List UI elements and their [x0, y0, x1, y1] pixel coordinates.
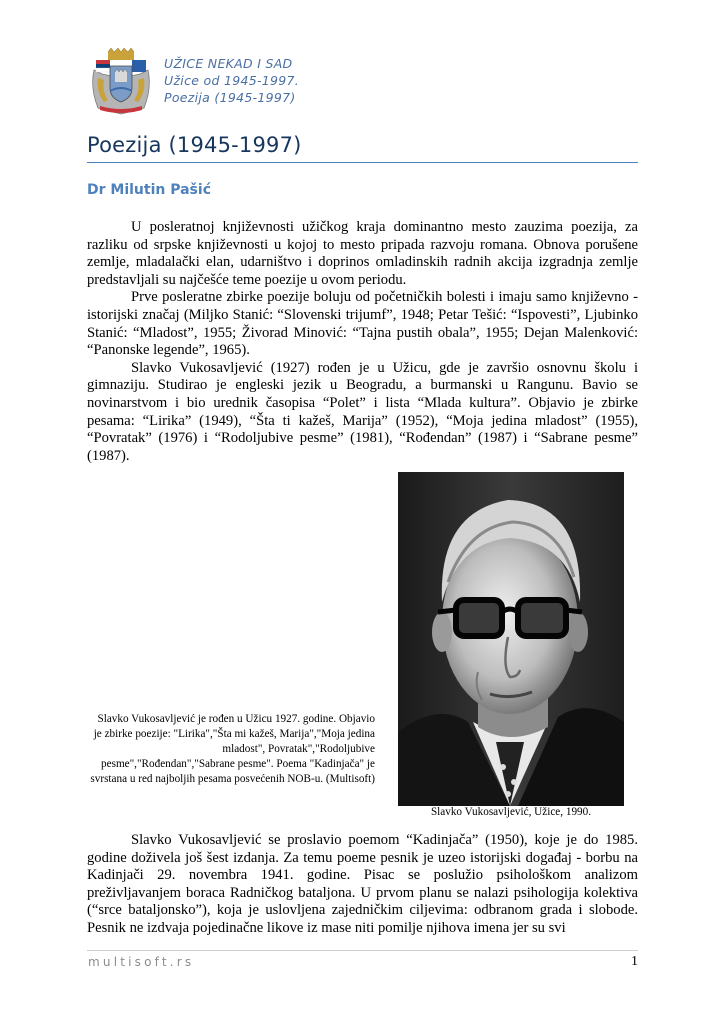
coat-of-arms-icon: [88, 48, 154, 116]
header-line-1: UŽICE NEKAD I SAD: [164, 56, 293, 71]
paragraph: Prve posleratne zbirke poezije boluju od početničkih bolesti i imaju samo književno - istorijski značaj (Miljko Stanić: “Slovenski trijumf”, 1948; Petar Tešić: “Ispovesti”, Ljubinko Stanić: “Mladost”, 1955; Živorad Minović: “Tajna pustih obala”, 1955; Dejan Malenković: “Panonske legende”, 1965).: [87, 289, 638, 359]
footer-site-link[interactable]: multisoft.rs: [88, 955, 195, 969]
portrait-image: [398, 472, 624, 806]
body-text-top: [87, 219, 638, 465]
footer-divider: [87, 950, 638, 951]
title-underline: [87, 162, 638, 163]
paragraph: Slavko Vukosavljević (1927) rođen je u Užicu, gde je završio osnovnu školu i gimnaziju. Studirao je engleski jezik u Beogradu, a burmanski u Rangunu. Bavio se novinarstvom i bio urednik časopisa “Polet” i lista “Mlada kultura”. Objavio je zbirke pesama: “Lirika” (1949), “Šta ti kažeš, Marija” (1952), “Moja jedina mladost” (1955), “Povratak” (1976) i “Rodoljubive pesme” (1981), “Rođendan” (1987) i “Sabrane pesme” (1987).: [87, 359, 638, 464]
side-caption: Slavko Vukosavljević je rođen u Užicu 1927. godine. Objavio je zbirke poezije: "Lirika","Šta mi kažeš, Marija","Moja jedina mladost", Povratak","Rodoljubive pesme","Rođendan","Sabrane pesme". Poema "Kadinjača" je svrstana u red najboljih pesama posvećenih NOB-u. (Multisoft): [90, 713, 375, 785]
header-line-2: Užice od 1945-1997.: [164, 73, 300, 88]
portrait-photo: [398, 472, 624, 806]
page-title: Poezija (1945-1997): [87, 133, 302, 157]
author-heading: Dr Milutin Pašić: [87, 182, 211, 198]
header-block: [164, 55, 299, 106]
header-line-3: Poezija (1945-1997): [164, 90, 296, 105]
page-number: 1: [631, 954, 638, 969]
paragraph: Slavko Vukosavljević se proslavio poemom “Kadinjača” (1950), koje je do 1985. godine doživela još šest izdanja. Za temu poeme pesnik je uzeo istorijski događaj - borbu na Kadinjači 29. novembra 1941. godine. Pisac se poslužio psihološkom analizom preživljavanjem boraca Radničkog bataljona. U prvom planu se nalazi psihologija kolektiva (“srce bataljonsko”), koja je uslovljena zajedničkim ciljevima: odbranom grada i slobode. Pesnik ne izdvaja pojedinačne likove iz mase niti pomilje njihova imena jer su svi: [87, 832, 638, 936]
paragraph: U posleratnoj književnosti užičkog kraja dominantno mesto zauzima poezija, za razliku od srpske književnosti u kojoj to mesto pripada razvoju romana. Obnova porušene zemlje, mladalački elan, udarništvo i doprinos omladinskih radnih akcija izgradnja zemlje predstavljali su najčešće teme poezije u ovom periodu.: [87, 219, 638, 288]
photo-caption: Slavko Vukosavljević, Užice, 1990.: [430, 806, 592, 818]
body-text-bottom: [87, 832, 638, 938]
